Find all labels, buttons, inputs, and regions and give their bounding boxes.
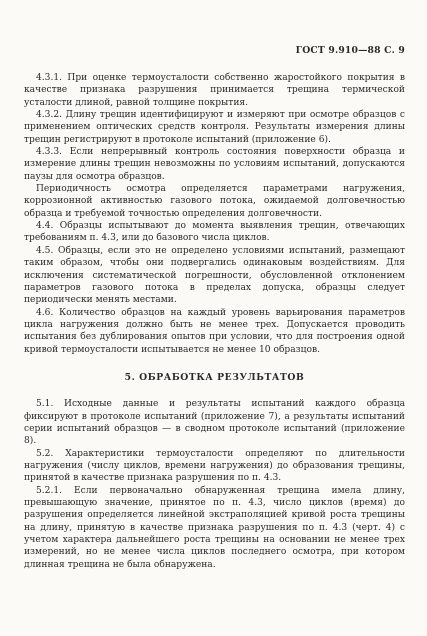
- paragraph-5-1: 5.1. Исходные данные и результаты испытаний каждого образца фиксируют в протоколе испытаний (приложение 7), а результаты испытаний серии испытаний образцов — в сводном протоколе испытаний (приложение 8).: [24, 399, 405, 447]
- paragraph-4-5: 4.5. Образцы, если это не определено условиями испытаний, размещают таким образом, чтобы они подвергались одинаковым воздействиям. Для исключения систематической погрешности, обусловленной отклонением параметров газового потока в пределах допуска, образцы следует периодически менять местами.: [24, 245, 405, 306]
- paragraph-4-4: 4.4. Образцы испытывают до момента выявления трещин, отвечающих требованиям п. 4.3, или до базового числа циклов.: [24, 221, 405, 244]
- paragraph-5-2: 5.2. Характеристики термоусталости определяют по длительности нагружения (числу циклов, времени нагружения) до образования трещины, принятой в качестве признака разрушения по п. 4.3.: [24, 448, 405, 484]
- section-title: 5. ОБРАБОТКА РЕЗУЛЬТАТОВ: [124, 371, 305, 383]
- document-body: [24, 72, 405, 571]
- paragraph-4-6: 4.6. Количество образцов на каждый уровень варьирования параметров цикла нагружения должно быть не менее трех. Допускается проводить испытания без дублирования опытов при условии, что для построения одной кривой термоусталости испытывается не менее 10 образцов.: [24, 307, 405, 355]
- paragraph-periodicity: Периодичность осмотра определяется параметрами нагружения, коррозионной активностью газового потока, ожидаемой долговечностью образца и требуемой точностью определения долговечности.: [24, 184, 405, 219]
- standard-header: ГОСТ 9.910—88 С. 9: [295, 45, 405, 56]
- paragraph-4-3-3: 4.3.3. Если непрерывный контроль состояния поверхности образца и измерение длины трещин невозможны по условиям испытаний, допускаются паузы для осмотра образцов.: [24, 147, 405, 182]
- paragraph-4-3-2: 4.3.2. Длину трещин идентифицируют и измеряют при осмотре образцов с применением оптических средств контроля. Результаты измерения длины трещин регистрируют в протоколе испытаний (приложение 6).: [24, 110, 405, 145]
- paragraph-5-2-1: 5.2.1. Если первоначально обнаруженная трещина имела длину, превышающую значение, принятое по п. 4.3, число циклов (время) до разрушения определяется линейной экстраполяцией кривой роста трещины на длину, принятую в качестве признака разрушения по п. 4.3 (черт. 4) с учетом характера дальнейшего роста трещины на основании не менее трех измерений, но не менее числа циклов последнего осмотра, при котором длинная трещина не была обнаружена.: [24, 485, 405, 570]
- paragraph-4-3-1: 4.3.1. При оценке термоусталости собственно жаростойкого покрытия в качестве признака разрушения принимается трещина термической усталости длиной, равной толщине покрытия.: [24, 73, 405, 108]
